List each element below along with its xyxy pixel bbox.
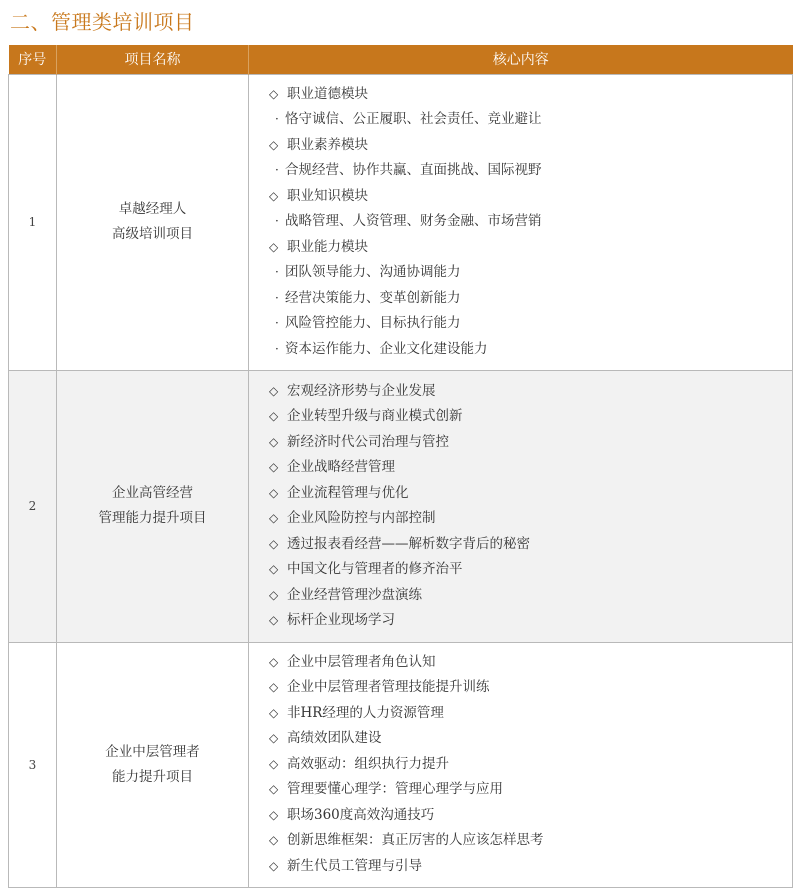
- dot-bullet-icon: ·: [275, 163, 279, 178]
- content-item: [269, 404, 792, 430]
- content-subitem: [269, 337, 792, 363]
- row-number: 1: [9, 74, 57, 370]
- content-item: [269, 803, 792, 829]
- content-item: [269, 133, 792, 159]
- project-name-line: 高级培训项目: [112, 226, 193, 242]
- diamond-bullet-icon: ◇: [269, 654, 279, 669]
- content-list: [269, 650, 792, 880]
- diamond-bullet-icon: ◇: [269, 188, 279, 203]
- content-item: [269, 481, 792, 507]
- project-name-line: 卓越经理人: [118, 201, 187, 217]
- content-item-text: 资本运作能力、企业文化建设能力: [285, 340, 488, 357]
- content-item-text: 企业战略经营管理: [287, 459, 395, 475]
- table-row: [9, 74, 793, 370]
- content-subitem: [269, 209, 792, 235]
- header-serial-number: 序号: [18, 52, 47, 69]
- content-item-text: 恪守诚信、公正履职、社会责任、竞业避让: [285, 111, 542, 128]
- content-item-text: 职业素养模块: [287, 136, 368, 153]
- diamond-bullet-icon: ◇: [269, 137, 279, 152]
- content-subitem: [269, 107, 792, 133]
- header-core-content: 核心内容: [249, 45, 793, 74]
- project-name-line: 企业中层管理者: [105, 743, 200, 760]
- content-item: [269, 532, 792, 558]
- diamond-bullet-icon: ◇: [269, 460, 279, 474]
- content-item-text: 风险管控能力、目标执行能力: [285, 315, 461, 332]
- content-item-text: 高绩效团队建设: [287, 730, 382, 747]
- content-item-text: 非HR经理的人力资源管理: [287, 704, 444, 721]
- diamond-bullet-icon: ◇: [269, 680, 279, 695]
- content-item-text: 企业流程管理与优化: [287, 484, 409, 501]
- content-item-text: 企业转型升级与商业模式创新: [287, 408, 463, 424]
- dot-bullet-icon: ·: [275, 265, 279, 280]
- content-item-text: 企业经营管理沙盘演练: [287, 586, 422, 603]
- content-item: [269, 701, 792, 727]
- diamond-bullet-icon: ◇: [269, 536, 279, 551]
- diamond-bullet-icon: ◇: [269, 239, 279, 254]
- content-item-text: 新经济时代公司治理与管控: [287, 433, 449, 450]
- content-item-text: 透过报表看经营——解析数字背后的秘密: [287, 535, 530, 552]
- table-body: [9, 74, 793, 887]
- content-item: [269, 184, 792, 210]
- content-item-text: 职业能力模块: [287, 238, 368, 255]
- content-item-text: 战略管理、人资管理、财务金融、市场营销: [285, 213, 542, 230]
- content-item: [269, 455, 792, 481]
- diamond-bullet-icon: ◇: [269, 511, 279, 525]
- content-item-text: 标杆企业现场学习: [287, 612, 395, 628]
- content-item: [269, 235, 792, 261]
- project-name-line: 企业高管经营: [112, 485, 193, 501]
- content-item-text: 团队领导能力、沟通协调能力: [285, 264, 461, 281]
- project-name: [57, 74, 249, 370]
- content-item-text: 职业道德模块: [287, 85, 368, 102]
- content-item-text: 企业中层管理者角色认知: [287, 653, 436, 670]
- content-item: [269, 675, 792, 701]
- dot-bullet-icon: ·: [275, 341, 279, 356]
- project-name: [57, 642, 249, 887]
- content-item: [269, 828, 792, 854]
- diamond-bullet-icon: ◇: [269, 756, 279, 771]
- content-item: [269, 430, 792, 456]
- content-item: [269, 506, 792, 532]
- section-title: 二、管理类培训项目: [10, 10, 195, 34]
- dot-bullet-icon: ·: [275, 214, 279, 229]
- content-subitem: [269, 158, 792, 184]
- dot-bullet-icon: ·: [275, 290, 279, 305]
- table-header: [9, 45, 793, 74]
- content-item-text: 企业风险防控与内部控制: [287, 510, 436, 526]
- content-item-text: 合规经营、协作共赢、直面挑战、国际视野: [285, 162, 542, 179]
- training-projects-table: [8, 45, 793, 888]
- row-number: 2: [9, 370, 57, 642]
- diamond-bullet-icon: ◇: [269, 782, 279, 797]
- header-project-name: 项目名称: [57, 45, 249, 74]
- content-item-text: 新生代员工管理与引导: [287, 857, 422, 874]
- table-row: [9, 642, 793, 887]
- project-name-line: 管理能力提升项目: [98, 510, 207, 526]
- content-item: [269, 650, 792, 676]
- content-item: [269, 777, 792, 803]
- core-content: [249, 74, 793, 370]
- dot-bullet-icon: ·: [275, 316, 279, 331]
- diamond-bullet-icon: ◇: [269, 562, 279, 576]
- content-item-text: 高效驱动：组织执行力提升: [287, 755, 449, 772]
- content-item: [269, 82, 792, 108]
- diamond-bullet-icon: ◇: [269, 587, 279, 602]
- diamond-bullet-icon: ◇: [269, 613, 279, 627]
- content-item: [269, 608, 792, 634]
- content-item-text: 中国文化与管理者的修齐治平: [287, 561, 463, 577]
- content-subitem: [269, 286, 792, 312]
- content-item: [269, 557, 792, 583]
- table-row: [9, 370, 793, 642]
- content-item-text: 企业中层管理者管理技能提升训练: [287, 679, 490, 696]
- core-content: [249, 370, 793, 642]
- content-list: [269, 82, 792, 363]
- diamond-bullet-icon: ◇: [269, 434, 279, 449]
- content-item: [269, 726, 792, 752]
- content-item-text: 宏观经济形势与企业发展: [287, 382, 436, 399]
- content-item-text: 职业知识模块: [287, 187, 368, 204]
- diamond-bullet-icon: ◇: [269, 731, 279, 746]
- content-item-text: 创新思维框架：真正厉害的人应该怎样思考: [287, 832, 544, 849]
- diamond-bullet-icon: ◇: [269, 86, 279, 101]
- content-subitem: [269, 311, 792, 337]
- project-name-line: 能力提升项目: [112, 768, 193, 785]
- row-number: 3: [9, 642, 57, 887]
- content-item-text: 职场360度高效沟通技巧: [287, 806, 435, 823]
- diamond-bullet-icon: ◇: [269, 833, 279, 848]
- diamond-bullet-icon: ◇: [269, 705, 279, 720]
- content-list: [269, 379, 792, 634]
- dot-bullet-icon: ·: [275, 112, 279, 127]
- content-item: [269, 752, 792, 778]
- header-row: [9, 45, 793, 74]
- content-item-text: 管理要懂心理学：管理心理学与应用: [287, 781, 503, 798]
- diamond-bullet-icon: ◇: [269, 409, 279, 423]
- content-subitem: [269, 260, 792, 286]
- diamond-bullet-icon: ◇: [269, 383, 279, 398]
- diamond-bullet-icon: ◇: [269, 858, 279, 873]
- diamond-bullet-icon: ◇: [269, 807, 279, 822]
- content-item: [269, 379, 792, 405]
- content-item: [269, 583, 792, 609]
- content-item: [269, 854, 792, 880]
- content-item-text: 经营决策能力、变革创新能力: [285, 289, 461, 306]
- core-content: [249, 642, 793, 887]
- diamond-bullet-icon: ◇: [269, 485, 279, 500]
- project-name: [57, 370, 249, 642]
